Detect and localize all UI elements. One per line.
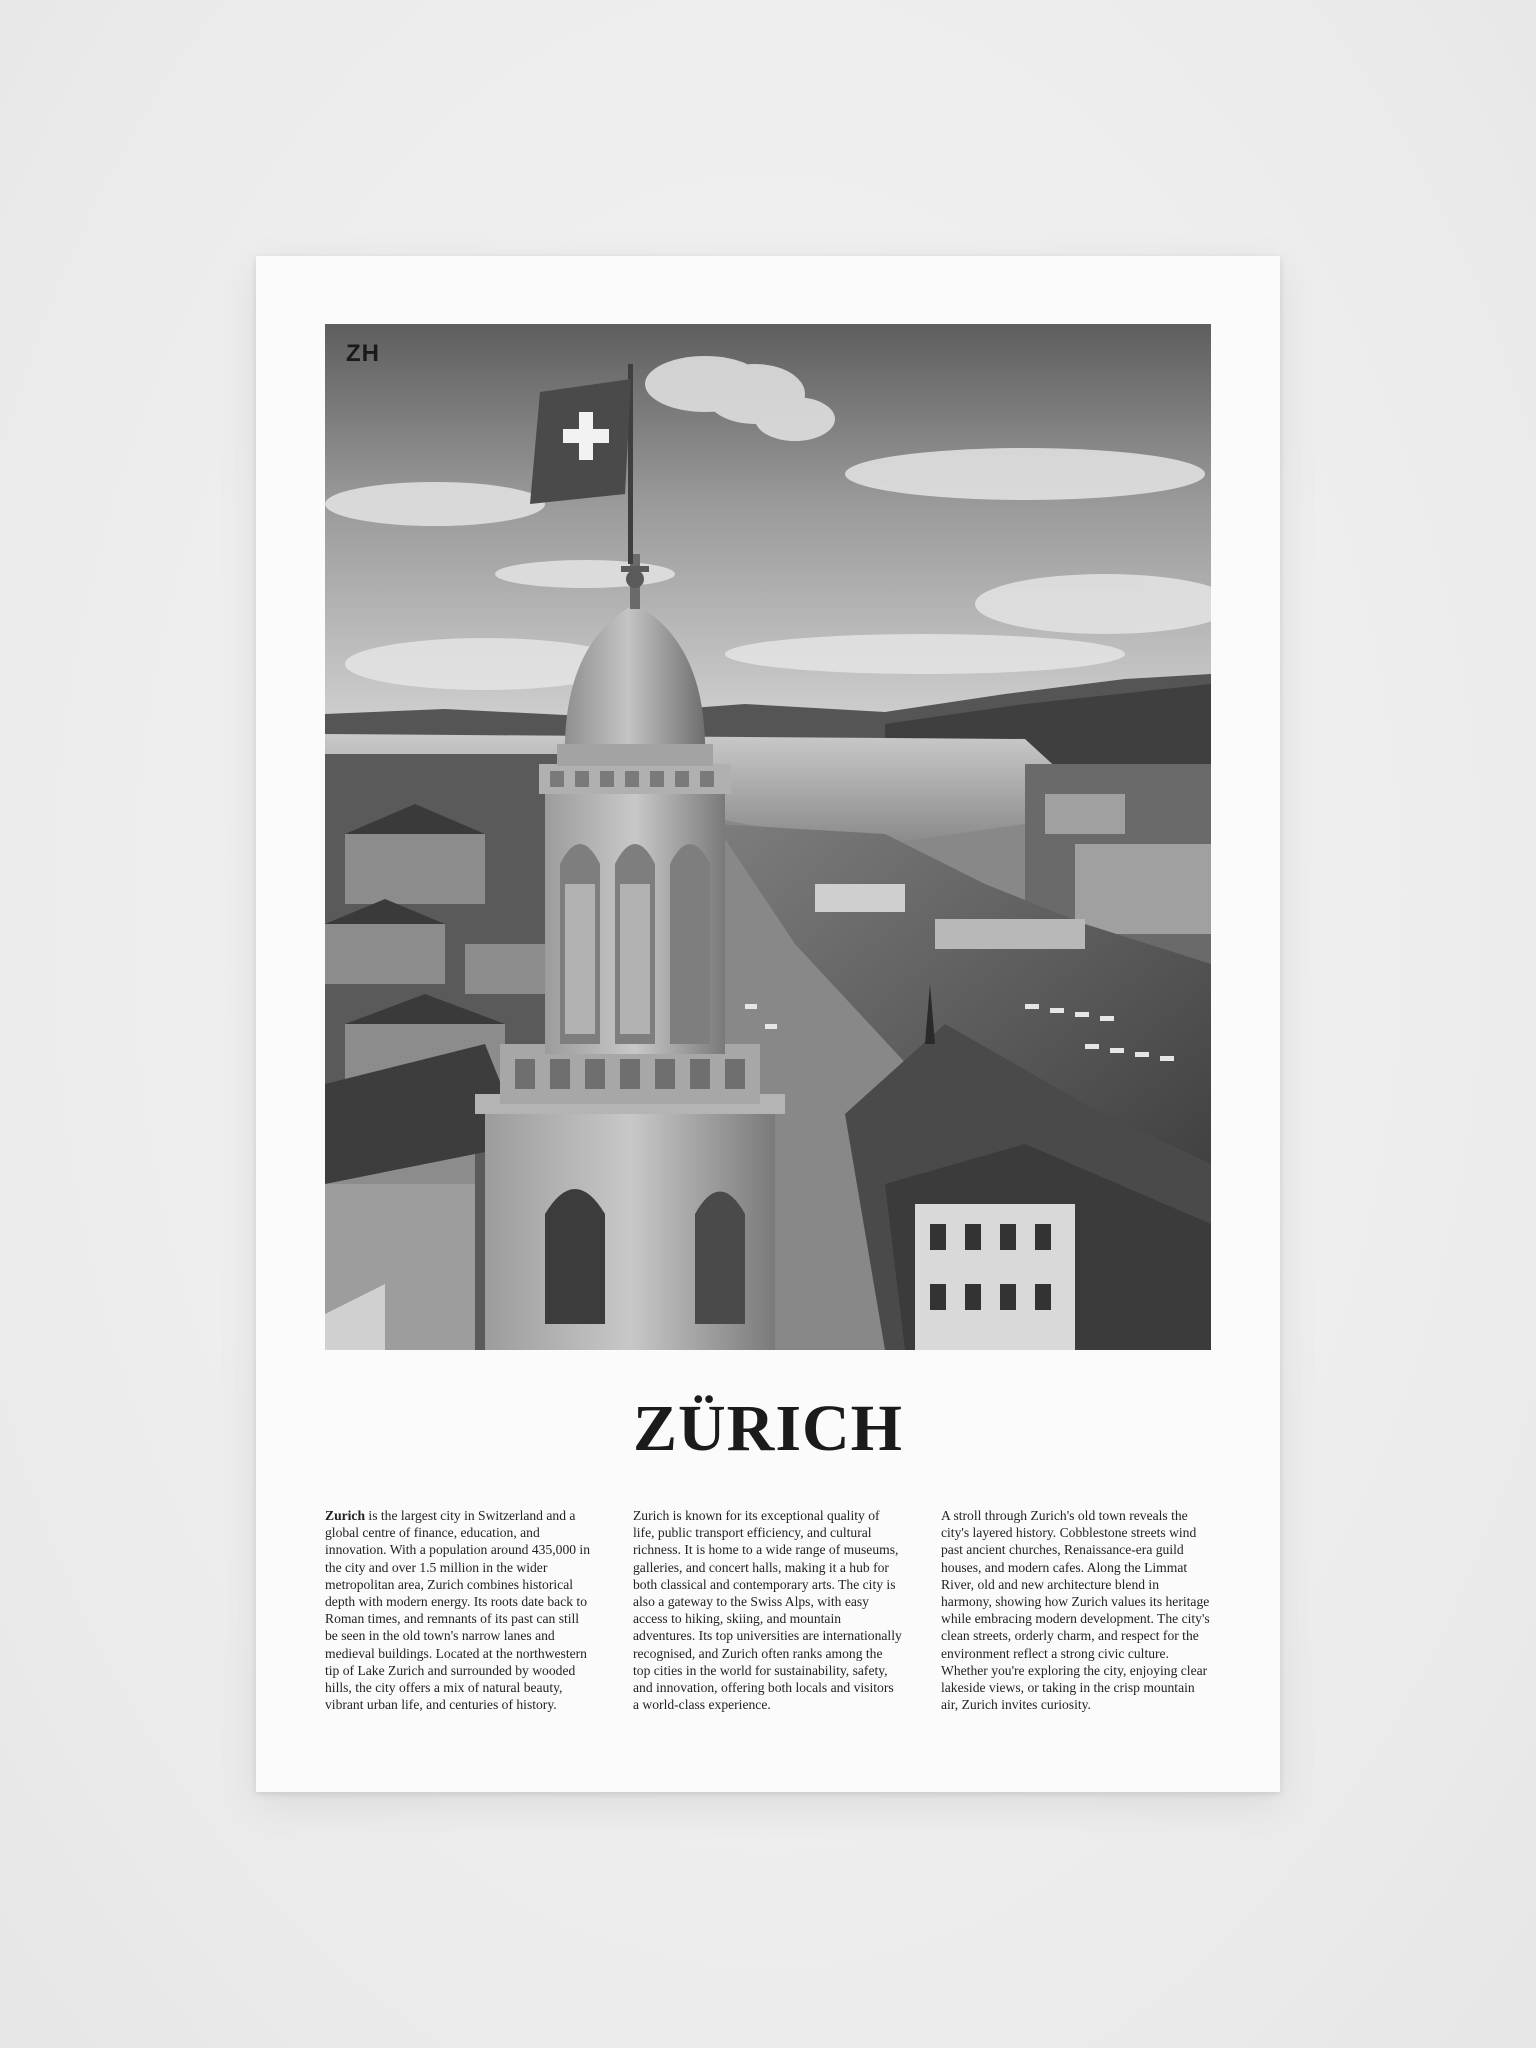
poster bbox=[256, 256, 1280, 1792]
text-column-1-body: is the largest city in Switzerland and a global centre of finance, education, and innovation. With a population around 435,000 in the city and over 1.5 million in the wider metropolitan area, Zurich combines historical depth with modern energy. Its roots date back to Roman times, and remnants of its past can still be seen in the old town's narrow lanes and medieval buildings. Located at the northwestern tip of Lake Zurich and surrounded by wooded hills, the city offers a mix of natural beauty, vibrant urban life, and centuries of history. bbox=[325, 1508, 591, 1713]
grossmunster-tower-illustration bbox=[325, 324, 1211, 1350]
zurich-photo bbox=[325, 324, 1211, 1350]
text-column-1 bbox=[325, 1507, 595, 1713]
city-title: ZÜRICH bbox=[632, 1392, 904, 1465]
text-column-3: A stroll through Zurich's old town reveals the city's layered history. Cobblestone streets wind past ancient churches, Renaissance-era guild houses, and modern cafes. Along the Limmat River, old and new architecture blend in harmony, showing how Zurich values its heritage while embracing modern development. The city's clean streets, orderly charm, and respect for the environment reflect a strong civic culture. Whether you're exploring the city, enjoying clear lakeside views, or taking in the crisp mountain air, Zurich invites curiosity. bbox=[941, 1508, 1210, 1713]
zh-badge: ZH bbox=[346, 340, 380, 367]
text-column-2: Zurich is known for its exceptional quality of life, public transport efficiency, and cultural richness. It is home to a wide range of museums, galleries, and concert halls, making it a hub for both classical and contemporary arts. The city is also a gateway to the Swiss Alps, with easy access to hiking, skiing, and mountain adventures. Its top universities are internationally recognised, and Zurich often ranks among the top cities in the world for sustainability, safety, and innovation, offering both locals and visitors a world-class experience. bbox=[633, 1508, 902, 1713]
text-column-1-lead: Zurich bbox=[325, 1508, 366, 1523]
